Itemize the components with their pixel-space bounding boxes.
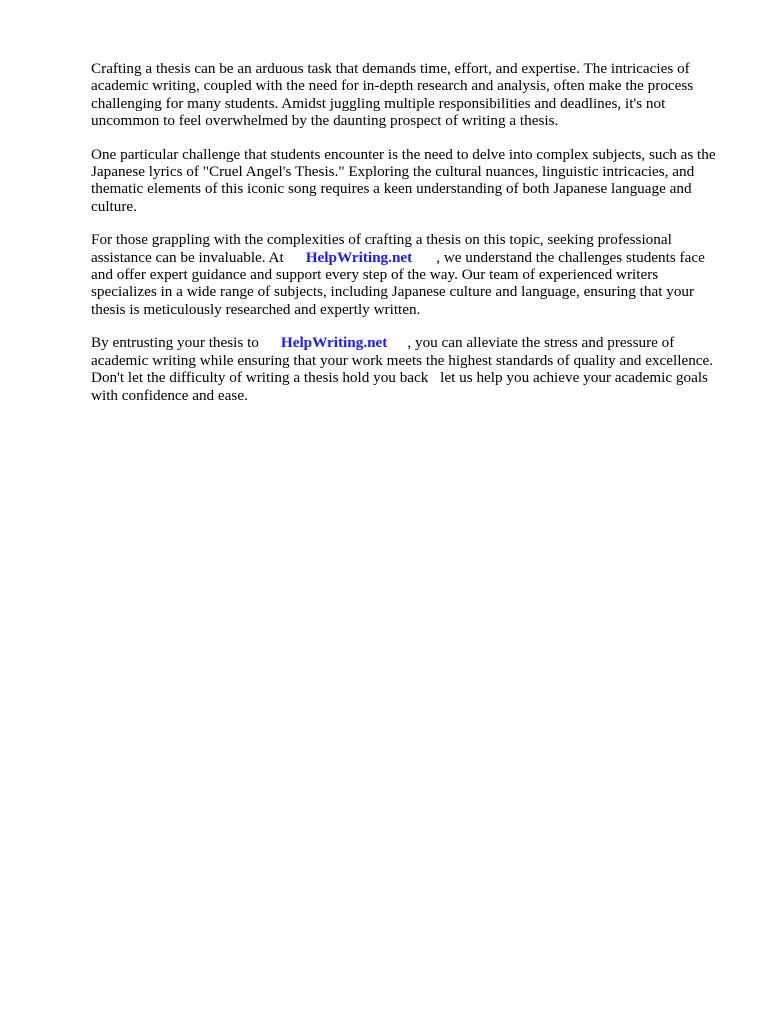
assistance-paragraph [91, 231, 719, 318]
closing-text-middle: , you can alleviate the stress and pressure of academic writing while ensuring that your work meets the highest standards of quality and excellence. Don't let the difficulty of writing a thesis hold you back [91, 334, 714, 387]
closing-text-end: let us help you achieve your academic goals with confidence and ease. [91, 369, 708, 404]
closing-paragraph [91, 334, 719, 404]
challenge-paragraph: One particular challenge that students encounter is the need to delve into complex subjects, such as the Japanese lyrics of "Cruel Angel's Thesis." Exploring the cultural nuances, linguistic intricacies, and thematic elements of this iconic song requires a keen understanding of both Japanese language and culture. [91, 145, 716, 215]
helpwriting-link[interactable]: HelpWriting.net [305, 248, 413, 266]
closing-text-start: By entrusting your thesis to [91, 334, 259, 352]
document-body [91, 60, 719, 420]
assistance-text-end: , we understand the challenges students face and offer expert guidance and support every step of the way. Our team of experienced writers specializes in a wide range of subjects, including Japanese culture and language, ensuring that your thesis is meticulously researched and expertly written. [91, 248, 705, 318]
assistance-text-start: For those grappling with the complexities of crafting a thesis on this topic, seeking professional assistance can be invaluable. At [91, 231, 672, 266]
helpwriting-link-2[interactable]: HelpWriting.net [280, 334, 388, 352]
intro-paragraph: Crafting a thesis can be an arduous task that demands time, effort, and expertise. The intricacies of academic writing, coupled with the need for in-depth research and analysis, often make the process challenging for many students. Amidst juggling multiple responsibilities and deadlines, it's not uncommon to feel overwhelmed by the daunting prospect of writing a thesis. [91, 60, 694, 130]
